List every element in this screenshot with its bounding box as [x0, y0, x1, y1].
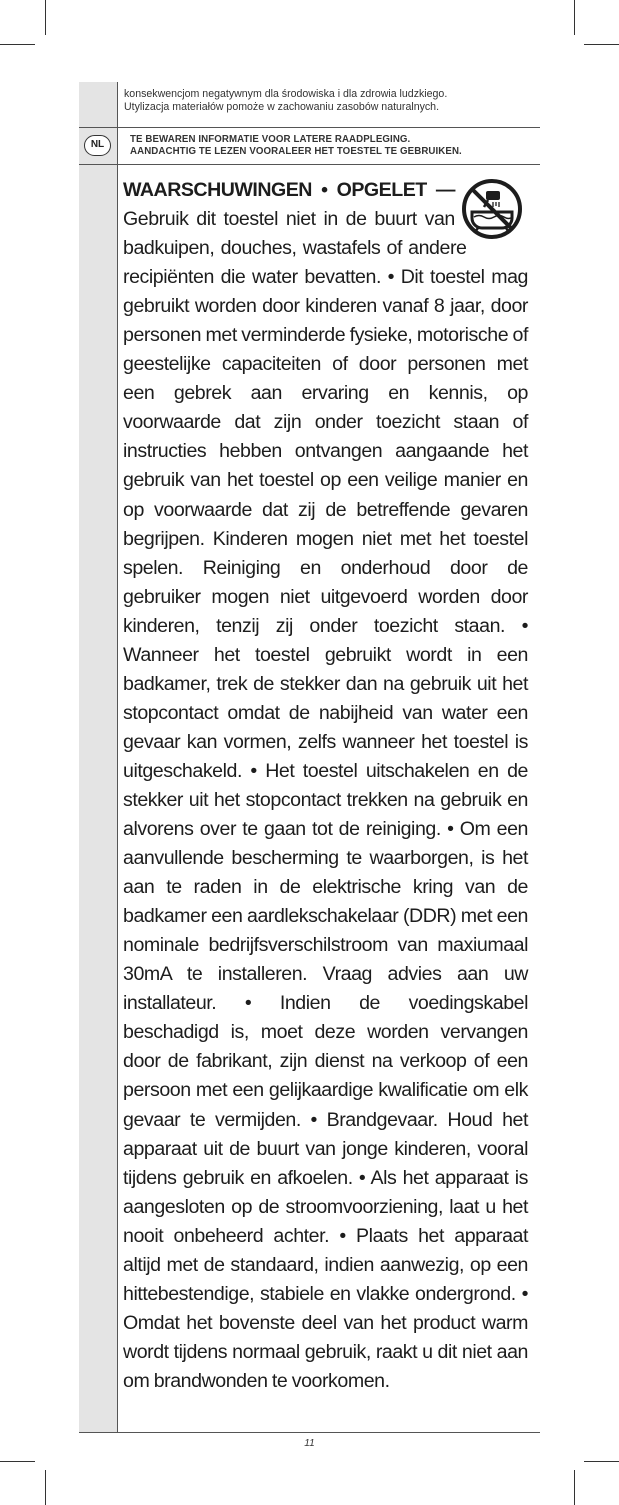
- no-water-bathtub-icon: [458, 178, 528, 240]
- page-number: 11: [304, 1438, 315, 1449]
- crop-mark-bottom-right-h: [584, 1461, 619, 1462]
- warnings-section: [123, 176, 528, 1396]
- bottom-border: [79, 1432, 540, 1433]
- crop-mark-bottom-right: [574, 1470, 575, 1505]
- crop-mark-top-right: [574, 0, 575, 35]
- gutter-main: [79, 165, 117, 1432]
- crop-mark-bottom-left-h: [0, 1461, 35, 1462]
- header-line-2: AANDACHTIG TE LEZEN VOORALEER HET TOESTEL TE GEBRUIKEN.: [130, 146, 462, 157]
- section-divider-1: [79, 127, 540, 128]
- header-line-1: TE BEWAREN INFORMATIE VOOR LATERE RAADPLEGING.: [130, 134, 411, 145]
- section-divider-2: [79, 164, 540, 165]
- crop-mark-top-right-h: [584, 44, 619, 45]
- previous-line-2: Utylizacja materiałów pomoże w zachowaniu zasobów naturalnych.: [124, 101, 440, 113]
- manual-page-frame: [79, 82, 540, 1432]
- gutter-previous: [79, 82, 117, 127]
- previous-section-text: [124, 88, 534, 114]
- gutter-divider: [117, 82, 118, 1432]
- previous-line-1: konsekwencjom negatywnym dla środowiska i dla zdrowia ludzkiego.: [124, 88, 448, 100]
- crop-mark-top-left: [45, 0, 46, 35]
- warnings-body: Gebruik dit toestel niet in de buurt van badkuipen, douches, wastafels of andere recipiënten die water bevatten. • Dit toestel mag gebruikt worden door kinderen vanaf 8 jaar, door personen met verminderde fysieke, motorische of geestelijke capaciteiten of door personen met een gebrek aan ervaring en kennis, op voorwaarde dat zijn onder toezicht staan of instructies hebben ontvangen aangaande het gebruik van het toestel op een veilige manier en op voorwaarde dat zij de betreffende gevaren begrijpen. Kinderen mogen niet met het toestel spelen. Reiniging en onderhoud door de gebruiker mogen niet uitgevoerd worden door kinderen, tenzij zij onder toezicht staan. • Wanneer het toestel gebruikt wordt in een badkamer, trek de stekker dan na gebruik uit het stopcontact omdat de nabijheid van water een gevaar kan vormen, zelfs wanneer het toestel is uitgeschakeld. • Het toestel uitschakelen en de stekker uit het stopcontact trekken na gebruik en alvorens over te gaan tot de reiniging. • Om een aanvullende bescherming te waarborgen, is het aan te raden in de elektrische kring van de badkamer een aardlekschakelaar (DDR) met een nominale bedrijfsverschilstroom van maxiumaal 30mA te installeren. Vraag advies aan uw installateur. • Indien de voedingskabel beschadigd is, moet deze worden vervangen door de fabrikant, zijn dienst na verkoop of een persoon met een gelijkaardige kwalificatie om elk gevaar te vermijden. • Brandgevaar. Houd het apparaat uit de buurt van jonge kinderen, vooral tijdens gebruik en afkoelen. • Als het apparaat is aangesloten op de stroomvoorziening, laat u het nooit onbeheerd achter. • Plaats het apparaat altijd met de standaard, indien aanwezig, op een hittebestendige, stabiele en vlakke ondergrond. • Omdat het bovenste deel van het product warm wordt tijdens normaal gebruik, raakt u dit niet aan om brandwonden te voorkomen.: [123, 208, 528, 1392]
- language-badge: NL: [84, 135, 111, 156]
- warnings-title: WAARSCHUWINGEN • OPGELET —: [123, 179, 455, 201]
- crop-mark-top-left-h: [0, 44, 35, 45]
- storage-header: [130, 134, 534, 158]
- crop-mark-bottom-left: [45, 1470, 46, 1505]
